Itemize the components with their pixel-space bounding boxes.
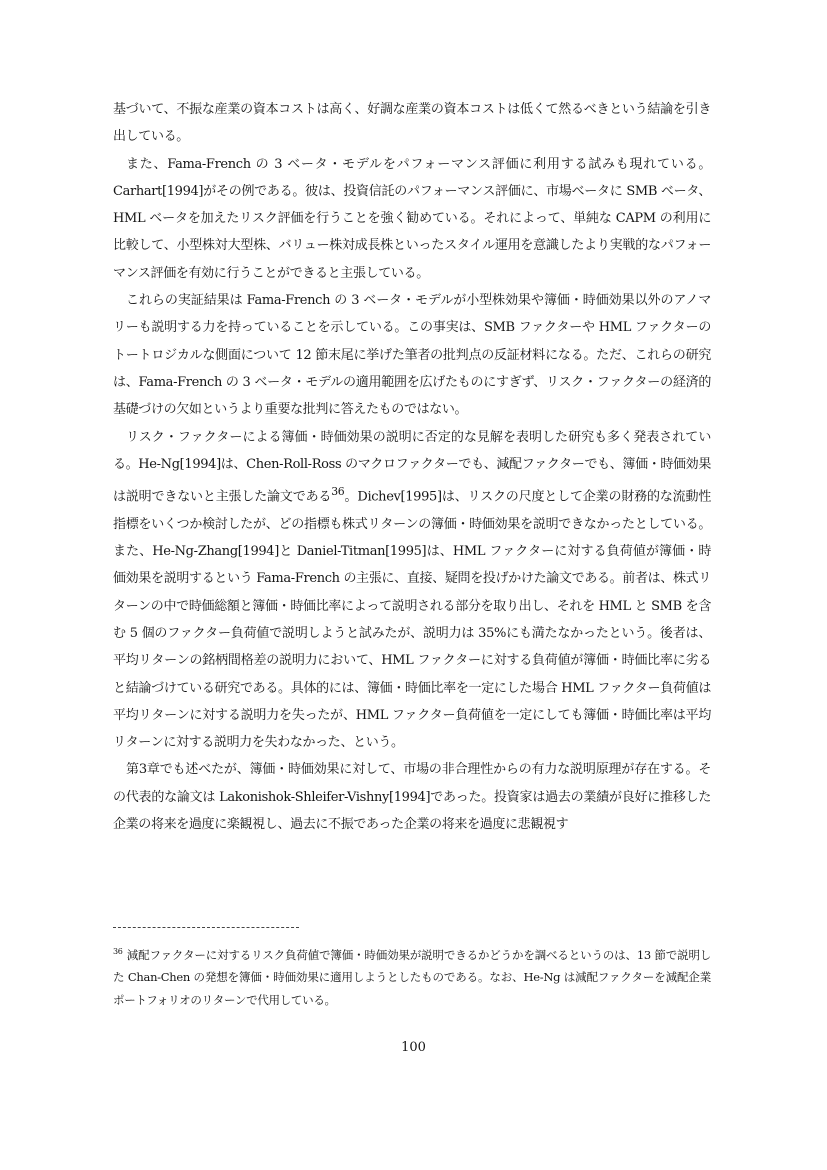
body-text xyxy=(113,96,711,838)
footnote-divider xyxy=(113,927,299,928)
paragraph-1: 基づいて、不振な産業の資本コストは高く、好調な産業の資本コストは低くて然るべきという結論を引き出している。 xyxy=(113,102,711,145)
footnote-text: 減配ファクターに対するリスク負荷値で簿価・時価効果が説明できるかどうかを調べるというのは、13 節で説明した Chan-Chen の発想を簿価・時価効果に適用しようとしたものである。なお、He-Ng は減配ファクターを減配企業ポートフォリオのリターンで代用している。 xyxy=(113,947,711,1007)
paragraph-3: これらの実証結果は Fama-French の 3 ベータ・モデルが小型株効果や簿価・時価効果以外のアノマリーも説明する力を持っていることを示している。この事実は、SMB ファクターや HML ファクターのトートロジカルな側面について 12 節末尾に挙げた筆者の批判点の反証材料になる。ただ、これらの研究は、Fama-French の 3 ベータ・モデルの適用範囲を広げたものにすぎず、リスク・ファクターの経済的基礎づけの欠如というより重要な批判に答えたものではない。 xyxy=(113,293,711,418)
paragraph-4: リスク・ファクターによる簿価・時価効果の説明に否定的な見解を表明した研究も多く発表されている。He-Ng[1994]は、Chen-Roll-Ross のマクロファクターでも、減配ファクターでも、簿価・時価効果は説明できないと主張した論文である$^{36}$。Dichev[1995]は、リスクの尺度として企業の財務的な流動性指標をいくつか検討したが、どの指標も株式リターンの簿価・時価効果を説明できなかったとしている。また、He-Ng-Zhang[1994]と Daniel-Titman[1995]は、HML ファクターに対する負荷値が簿価・時価効果を説明するという Fama-French の主張に、直接、疑問を投げかけた論文である。前者は、株式リターンの中で時価総額と簿価・時価比率によって説明される部分を取り出し、それを HML と SMB を含む 5 個のファクター負荷値で説明しようと試みたが、説明力は 35%にも満たなかったという。後者は、平均リターンの銘柄間格差の説明力において、HML ファクターに対する負荷値が簿価・時価比率に劣ると結論づけている研究である。具体的には、簿価・時価比率を一定にした場合 HML ファクター負荷値は平均リターンに対する説明力を失ったが、HML ファクター負荷値を一定にしても簿価・時価比率は平均リターンに対する説明力を失わなかった、という。 xyxy=(113,429,711,751)
footnote xyxy=(113,941,711,1011)
page-number: 100 xyxy=(401,1040,426,1055)
paragraph-5: 第3章でも述べたが、簿価・時価効果に対して、市場の非合理性からの有力な説明原理が存在する。その代表的な論文は Lakonishok-Shleifer-Vishny[1994]であった。投資家は過去の業績が良好に推移した企業の将来を過度に楽観視し、過去に不振であった企業の将来を過度に悲観視す xyxy=(113,762,711,833)
footnote-mark: 36 xyxy=(113,947,123,956)
paragraph-2: また、Fama-French の 3 ベータ・モデルをパフォーマンス評価に利用する試みも現れている。Carhart[1994]がその例である。彼は、投資信託のパフォーマンス評価に、市場ベータに SMB ベータ、HML ベータを加えたリスク評価を行うことを強く勧めている。それによって、単純な CAPM の利用に比較して、小型株対大型株、バリュー株対成長株といったスタイル運用を意識したより実戦的なパフォーマンス評価を有効に行うことができると主張している。 xyxy=(113,156,711,281)
